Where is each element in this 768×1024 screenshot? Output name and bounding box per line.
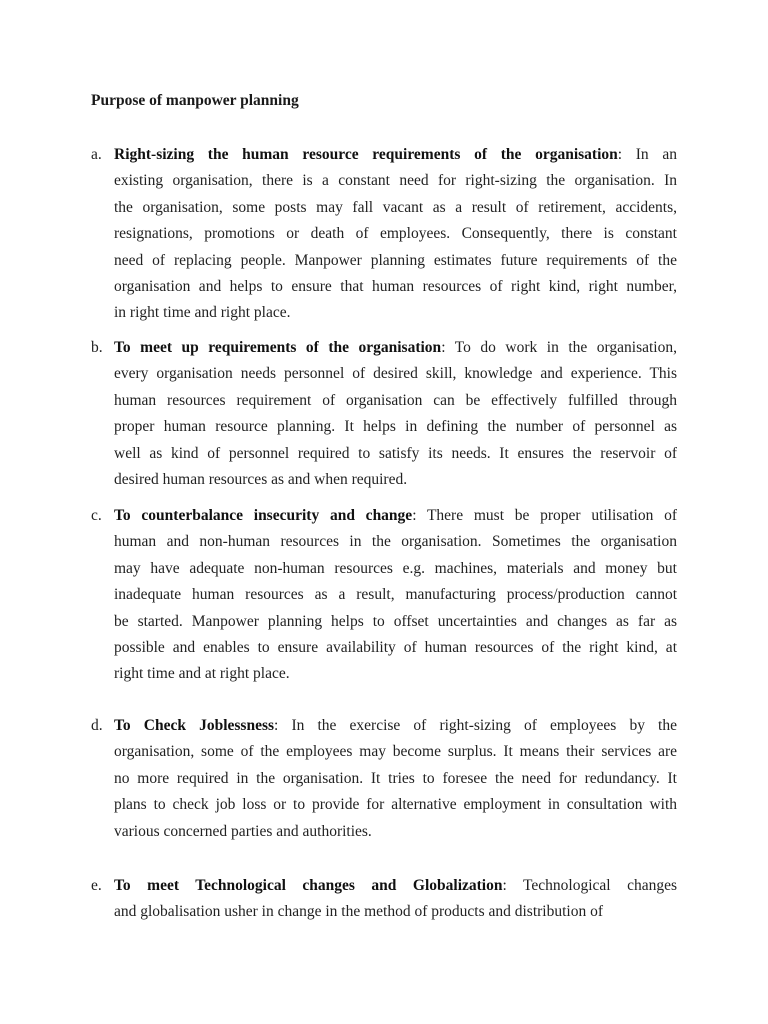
item-paragraph — [114, 335, 677, 493]
list-marker: c. — [91, 507, 102, 524]
text-line: possible and enables to ensure availability of human resources of the right kind, at — [114, 638, 677, 656]
text-line: every organisation needs personnel of desired skill, knowledge and experience. This — [114, 365, 677, 383]
list-item-meet-requirements — [91, 335, 677, 493]
text-line: well as kind of personnel required to satisfy its needs. It ensures the reservoir of — [114, 444, 677, 462]
list-marker: e. — [91, 877, 102, 894]
text-line: plans to check job loss or to provide for alternative employment in consultation with — [114, 796, 677, 814]
item-paragraph — [114, 873, 677, 926]
text-line: human and non-human resources in the organisation. Sometimes the organisation — [114, 533, 677, 551]
list-item-technological-changes — [91, 873, 677, 926]
text-line — [114, 873, 677, 899]
text-line: various concerned parties and authorities. — [114, 822, 372, 840]
item-paragraph — [114, 503, 677, 688]
text-line: be started. Manpower planning helps to offset uncertainties and changes as far as — [114, 612, 677, 630]
item-text: : In the exercise of right-sizing of employees by the — [274, 717, 677, 734]
text-line: proper human resource planning. It helps in defining the number of personnel as — [114, 418, 677, 436]
list-marker: d. — [91, 717, 103, 734]
list-item-right-sizing — [91, 142, 677, 327]
item-text: : Technological changes — [502, 877, 677, 894]
text-line: existing organisation, there is a constant need for right-sizing the organisation. In — [114, 172, 677, 190]
text-line: and globalisation usher in change in the method of products and distribution of — [114, 903, 604, 921]
text-line: need of replacing people. Manpower planning estimates future requirements of the — [114, 251, 677, 269]
list-marker: b. — [91, 339, 103, 356]
item-heading: To Check Joblessness — [114, 717, 275, 734]
text-line: may have adequate non-human resources e.g. machines, materials and money but — [114, 559, 677, 577]
list-marker: a. — [91, 146, 102, 163]
list-item-counterbalance — [91, 503, 677, 688]
text-line: the organisation, some posts may fall vacant as a result of retirement, accidents, — [114, 198, 677, 216]
text-line: organisation, some of the employees may become surplus. It means their services are — [114, 743, 677, 761]
text-line: human resources requirement of organisation can be effectively fulfilled through — [114, 391, 677, 409]
text-line: inadequate human resources as a result, manufacturing process/production cannot — [114, 586, 677, 604]
item-heading: To counterbalance insecurity and change — [114, 507, 413, 524]
text-line: desired human resources as and when required. — [114, 470, 408, 488]
text-line: organisation and helps to ensure that human resources of right kind, right number, — [114, 277, 677, 295]
text-line: in right time and right place. — [114, 304, 291, 322]
item-heading: Right-sizing the human resource requirements of the organisation — [114, 146, 618, 163]
text-line — [114, 503, 677, 529]
text-line — [114, 713, 677, 739]
text-line — [114, 335, 677, 361]
item-heading: To meet up requirements of the organisation — [114, 339, 442, 356]
item-text: : In an — [617, 146, 677, 163]
text-line: no more required in the organisation. It tries to foresee the need for redundancy. It — [114, 769, 677, 787]
list-item-check-joblessness — [91, 713, 677, 845]
text-line: resignations, promotions or death of employees. Consequently, there is constant — [114, 225, 677, 243]
text-line — [114, 142, 677, 168]
item-paragraph — [114, 142, 677, 327]
document-title: Purpose of manpower planning — [91, 92, 299, 109]
item-text: : To do work in the organisation, — [441, 339, 677, 356]
item-paragraph — [114, 713, 677, 845]
text-line: right time and at right place. — [114, 665, 290, 683]
item-text: : There must be proper utilisation of — [412, 507, 677, 524]
item-heading: To meet Technological changes and Globalization — [114, 877, 503, 894]
